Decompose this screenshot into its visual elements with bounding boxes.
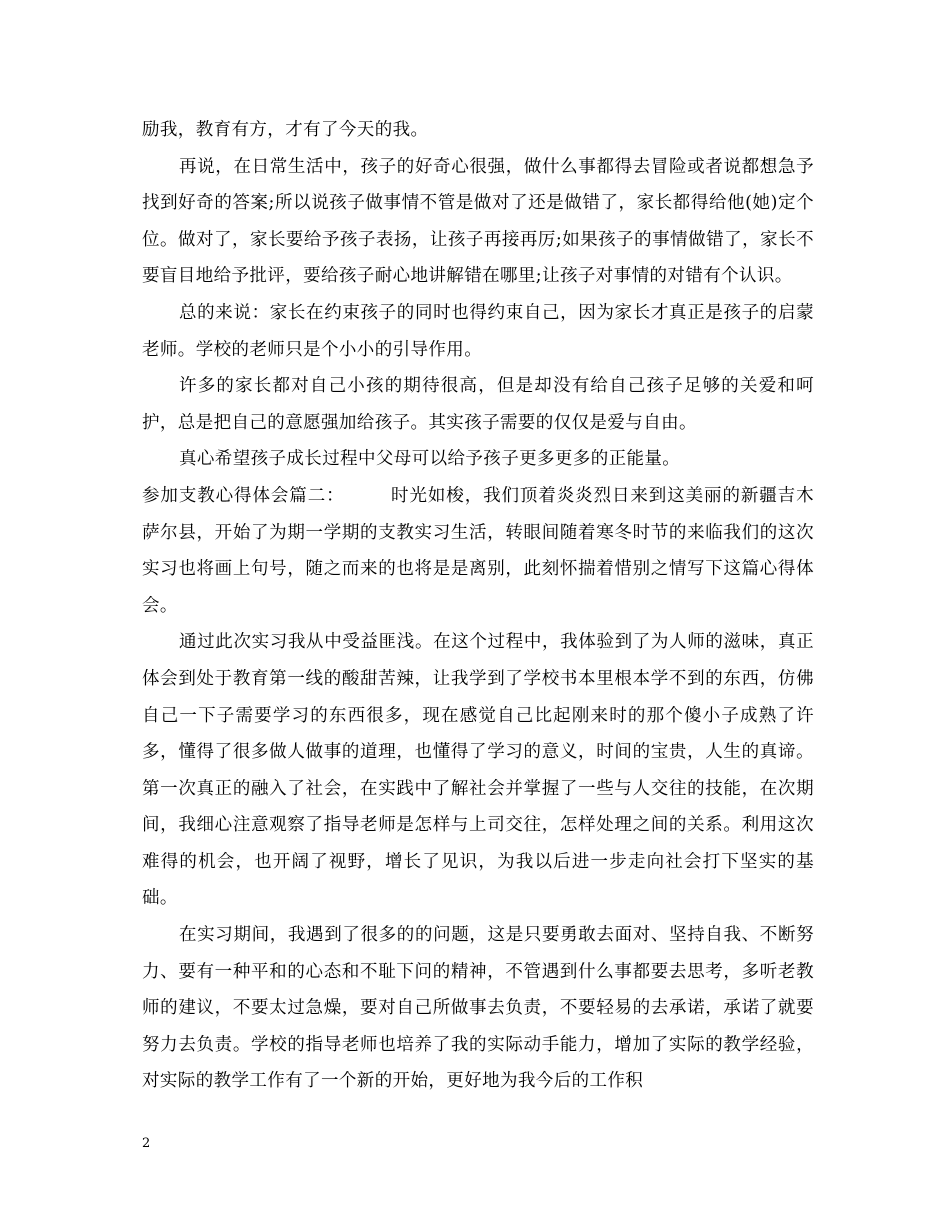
document-body	[142, 112, 814, 1100]
paragraph-summary: 总的来说：家长在约束孩子的同时也得约束自己，因为家长才真正是孩子的启蒙老师。学校的老师只是个小小的引导作用。	[142, 302, 814, 360]
section-intro: 时光如梭，我们顶着炎炎烈日来到这美丽的新疆吉木萨尔县，开始了为期一学期的支教实习生活，转眼间随着寒冬时节的来临我们的这次实习也将画上句号，随之而来的也将是是离别，此刻怀揣着惜别之情写下这篇心得体会。	[142, 485, 814, 616]
paragraph-continuation: 励我，教育有方，才有了今天的我。	[142, 120, 429, 140]
paragraph-expectations: 许多的家长都对自己小孩的期待很高，但是却没有给自己孩子足够的关爱和呵护，总是把自己的意愿强加给孩子。其实孩子需要的仅仅是爱与自由。	[142, 376, 814, 433]
section-heading: 参加支教心得体会篇二：	[142, 485, 345, 506]
page-number: 2	[142, 1136, 151, 1151]
paragraph-internship-gains: 通过此次实习我从中受益匪浅。在这个过程中，我体验到了为人师的滋味，真正体会到处于教育第一线的酸甜苦辣，让我学到了学校书本里根本学不到的东西，仿佛自己一下子需要学习的东西很多，现在感觉自己比起刚来时的那个傻小子成熟了许多，懂得了很多做人做事的道理，也懂得了学习的意义，时间的宝贵，人生的真谛。第一次真正的融入了社会，在实践中了解社会并掌握了一些与人交往的技能，在次期间，我细心注意观察了指导老师是怎样与上司交往，怎样处理之间的关系。利用这次难得的机会，也开阔了视野，增长了见识，为我以后进一步走向社会打下坚实的基础。	[142, 632, 814, 909]
section-two	[142, 478, 814, 624]
paragraph-curiosity: 再说，在日常生活中，孩子的好奇心很强，做什么事都得去冒险或者说都想急予找到好奇的答案;所以说孩子做事情不管是做对了还是做错了，家长都得给他(她)定个位。做对了，家长要给予孩子表扬，让孩子再接再厉;如果孩子的事情做错了，家长不要盲目地给予批评，要给孩子耐心地讲解错在哪里;让孩子对事情的对错有个认识。	[142, 156, 814, 287]
paragraph-wish: 真心希望孩子成长过程中父母可以给予孩子更多更多的正能量。	[179, 449, 681, 470]
paragraph-internship-problems: 在实习期间，我遇到了很多的的问题，这是只要勇敢去面对、坚持自我、不断努力、要有一种平和的心态和不耻下问的精神，不管遇到什么事都要去思考，多听老教师的建议，不要太过急燥，要对自己所做事去负责，不要轻易的去承诺，承诺了就要努力去负责。学校的指导老师也培养了我的实际动手能力，增加了实际的教学经验，对实际的教学工作有了一个新的开始，更好地为我今后的工作积	[142, 925, 814, 1092]
